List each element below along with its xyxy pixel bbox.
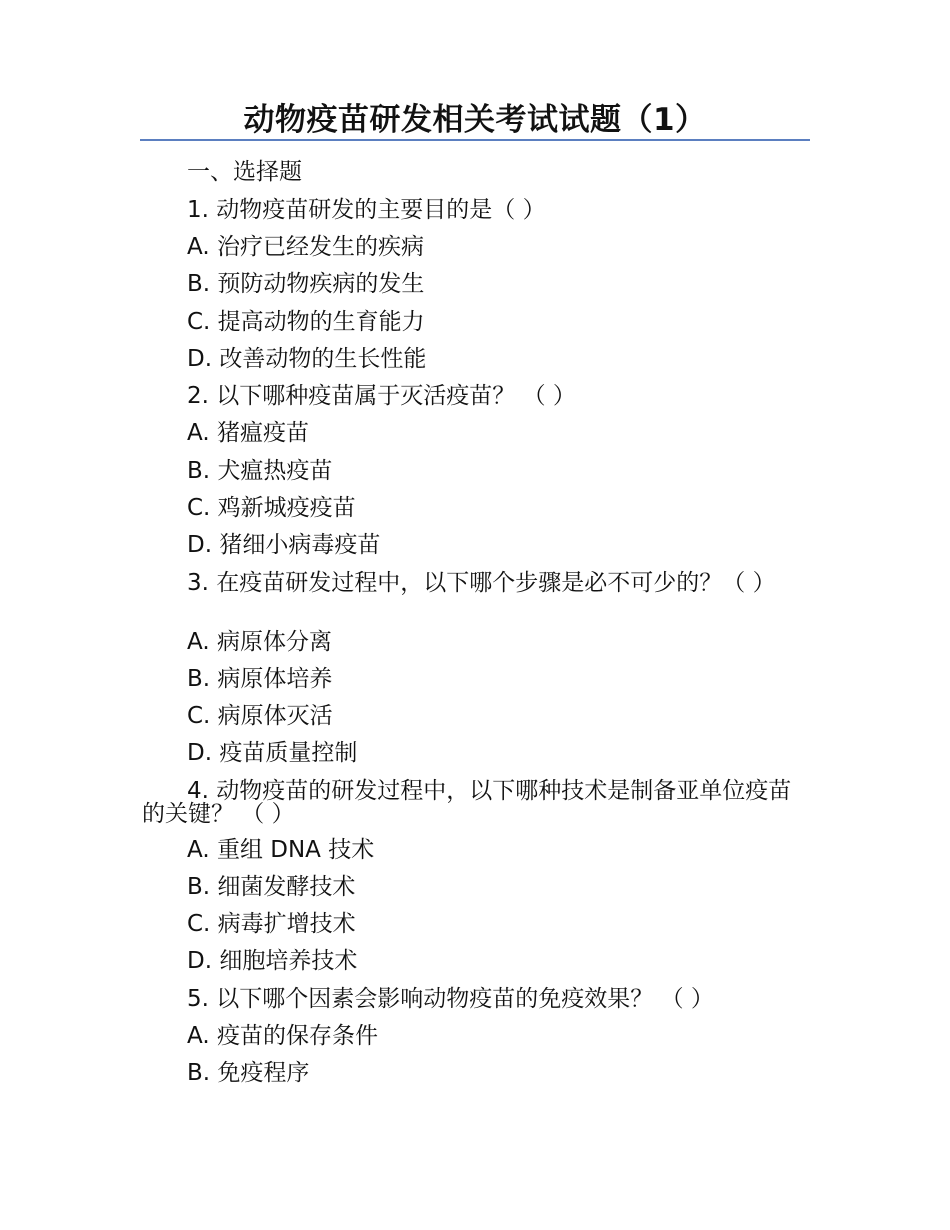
question-5-option-a: A. 疫苗的保存条件 <box>187 1023 378 1049</box>
question-4-stem: 4. 动物疫苗的研发过程中，以下哪种技术是制备亚单位疫苗的关键？ （ ） <box>142 778 792 827</box>
question-4-option-a: A. 重组 DNA 技术 <box>187 837 375 863</box>
question-3-option-b: B. 病原体培养 <box>187 666 333 692</box>
question-5-stem: 5. 以下哪个因素会影响动物疫苗的免疫效果？ （ ） <box>187 986 714 1012</box>
question-5-option-b: B. 免疫程序 <box>187 1060 310 1086</box>
question-2-stem: 2. 以下哪种疫苗属于灭活疫苗？ （ ） <box>187 383 576 409</box>
question-1-option-b: B. 预防动物疾病的发生 <box>187 271 425 297</box>
question-2-option-b: B. 犬瘟热疫苗 <box>187 458 333 484</box>
question-3-option-a: A. 病原体分离 <box>187 629 332 655</box>
question-3-option-c: C. 病原体灭活 <box>187 703 333 729</box>
question-1-stem: 1. 动物疫苗研发的主要目的是（ ） <box>187 197 546 223</box>
question-4-option-d: D. 细胞培养技术 <box>187 948 358 974</box>
question-3-option-d: D. 疫苗质量控制 <box>187 740 358 766</box>
question-2-option-c: C. 鸡新城疫疫苗 <box>187 495 356 521</box>
document-title: 动物疫苗研发相关考试试题（1） <box>243 102 707 138</box>
question-2-option-a: A. 猪瘟疫苗 <box>187 420 309 446</box>
question-1-option-c: C. 提高动物的生育能力 <box>187 309 425 335</box>
question-4-option-c: C. 病毒扩增技术 <box>187 911 356 937</box>
question-1-option-d: D. 改善动物的生长性能 <box>187 346 427 372</box>
question-3-stem: 3. 在疫苗研发过程中，以下哪个步骤是必不可少的？（ ） <box>187 570 776 596</box>
title-underline <box>140 139 810 141</box>
question-1-option-a: A. 治疗已经发生的疾病 <box>187 234 424 260</box>
section-heading: 一、选择题 <box>187 159 302 185</box>
question-2-option-d: D. 猪细小病毒疫苗 <box>187 532 381 558</box>
question-4-option-b: B. 细菌发酵技术 <box>187 874 356 900</box>
